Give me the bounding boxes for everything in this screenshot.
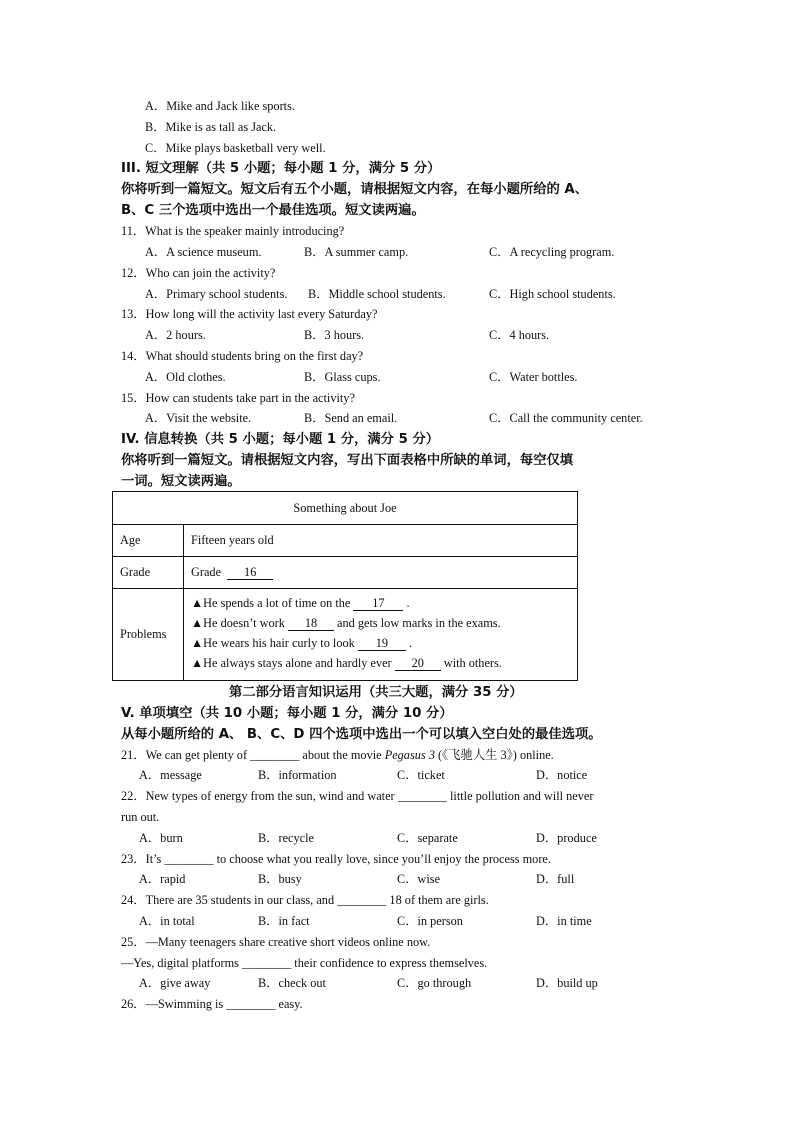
q14-option-c: C．Water bottles. (489, 370, 578, 384)
age-value: Fifteen years old (184, 525, 578, 557)
question-25: 25．—Many teenagers share creative short videos online now. (121, 935, 431, 949)
q22-option-d: D．produce (536, 831, 597, 845)
q12-option-b: B．Middle school students. (308, 287, 446, 301)
q24-option-c: C．in person (397, 914, 463, 928)
section3-instruction-line1: 你将听到一篇短文。短文后有五个小题，请根据短文内容，在每小题所给的 A、 (121, 182, 589, 197)
q21-option-b: B．information (258, 768, 337, 782)
q24-option-a: A．in total (139, 914, 195, 928)
q11-option-a: A．A science museum. (145, 245, 262, 259)
blank-17[interactable]: 17 (353, 597, 403, 611)
problem-item: ▲He always stays alone and hardly ever 20 with others. (191, 656, 502, 670)
q22-option-b: B．recycle (258, 831, 314, 845)
q21-option-c: C．ticket (397, 768, 445, 782)
q11-option-b: B．A summer camp. (304, 245, 409, 259)
q12-option-c: C．High school students. (489, 287, 616, 301)
q21-option-a: A．message (139, 768, 202, 782)
table-title: Something about Joe (113, 492, 578, 525)
q25-option-a: A．give away (139, 976, 211, 990)
q10-option-a: A．Mike and Jack like sports. (145, 99, 295, 113)
q23-option-c: C．wise (397, 872, 441, 886)
grade-label: Grade (113, 557, 184, 589)
q11-option-c: C．A recycling program. (489, 245, 615, 259)
q10-option-c: C．Mike plays basketball very well. (145, 141, 326, 155)
problem-item: ▲He spends a lot of time on the 17 . (191, 596, 410, 610)
grade-value: Grade 16 (184, 557, 578, 589)
q24-option-b: B．in fact (258, 914, 310, 928)
problem-item: ▲He doesn’t work 18 and gets low marks in the exams. (191, 616, 501, 630)
blank-18[interactable]: 18 (288, 617, 334, 631)
q22-option-a: A．burn (139, 831, 183, 845)
blank-20[interactable]: 20 (395, 657, 441, 671)
question-12: 12．Who can join the activity? (121, 266, 276, 280)
question-13: 13．How long will the activity last every Saturday? (121, 307, 378, 321)
q10-option-b: B．Mike is as tall as Jack. (145, 120, 277, 134)
problem-item: ▲He wears his hair curly to look 19 . (191, 636, 413, 650)
section5-instruction: 从每小题所给的 A、 B、C、D 四个选项中选出一个可以填入空白处的最佳选项。 (121, 727, 602, 742)
q23-option-a: A．rapid (139, 872, 186, 886)
q15-option-c: C．Call the community center. (489, 411, 643, 425)
question-22-continued: run out. (121, 810, 160, 824)
age-label: Age (113, 525, 184, 557)
q14-option-a: A．Old clothes. (145, 370, 226, 384)
problems-label: Problems (113, 589, 184, 681)
question-11: 11．What is the speaker mainly introducing? (121, 224, 345, 238)
q22-option-c: C．separate (397, 831, 458, 845)
part2-heading: 第二部分语言知识运用（共三大题，满分 35 分） (229, 685, 523, 700)
q12-option-a: A．Primary school students. (145, 287, 288, 301)
section4-instruction-line1: 你将听到一篇短文。请根据短文内容，写出下面表格中所缺的单词，每空仅填 (121, 453, 574, 468)
section3-heading: III. 短文理解（共 5 小题；每小题 1 分，满分 5 分） (121, 161, 441, 176)
section4-instruction-line2: 一词。短文读两遍。 (121, 474, 241, 489)
section5-heading: V. 单项填空（共 10 小题；每小题 1 分，满分 10 分） (121, 706, 453, 721)
section4-heading: IV. 信息转换（共 5 小题；每小题 1 分，满分 5 分） (121, 432, 440, 447)
q13-option-a: A．2 hours. (145, 328, 206, 342)
question-22: 22．New types of energy from the sun, wind and water ________ little pollution and will never (121, 789, 594, 803)
question-23: 23．It’s ________ to choose what you really love, since you’ll enjoy the process more. (121, 852, 551, 866)
section3-instruction-line2: B、C 三个选项中选出一个最佳选项。短文读两遍。 (121, 203, 425, 218)
q23-option-b: B．busy (258, 872, 302, 886)
blank-16[interactable]: 16 (227, 566, 273, 580)
question-24: 24．There are 35 students in our class, and ________ 18 of them are girls. (121, 893, 489, 907)
q15-option-b: B．Send an email. (304, 411, 398, 425)
q15-option-a: A．Visit the website. (145, 411, 252, 425)
question-14: 14．What should students bring on the first day? (121, 349, 364, 363)
q25-option-d: D．build up (536, 976, 598, 990)
q21-option-d: D．notice (536, 768, 588, 782)
q25-option-b: B．check out (258, 976, 326, 990)
q24-option-d: D．in time (536, 914, 592, 928)
q13-option-b: B．3 hours. (304, 328, 365, 342)
blank-19[interactable]: 19 (358, 637, 406, 651)
q13-option-c: C．4 hours. (489, 328, 550, 342)
question-25-reply: —Yes, digital platforms ________ their confidence to express themselves. (121, 956, 488, 970)
question-15: 15．How can students take part in the activity? (121, 391, 355, 405)
problems-cell (184, 589, 578, 681)
question-26: 26．—Swimming is ________ easy. (121, 997, 303, 1011)
joe-info-table (112, 491, 578, 681)
q25-option-c: C．go through (397, 976, 472, 990)
q14-option-b: B．Glass cups. (304, 370, 381, 384)
q23-option-d: D．full (536, 872, 575, 886)
question-21: 21．We can get plenty of ________ about the movie Pegasus 3 (《飞驰人生 3》) online. (121, 748, 554, 762)
